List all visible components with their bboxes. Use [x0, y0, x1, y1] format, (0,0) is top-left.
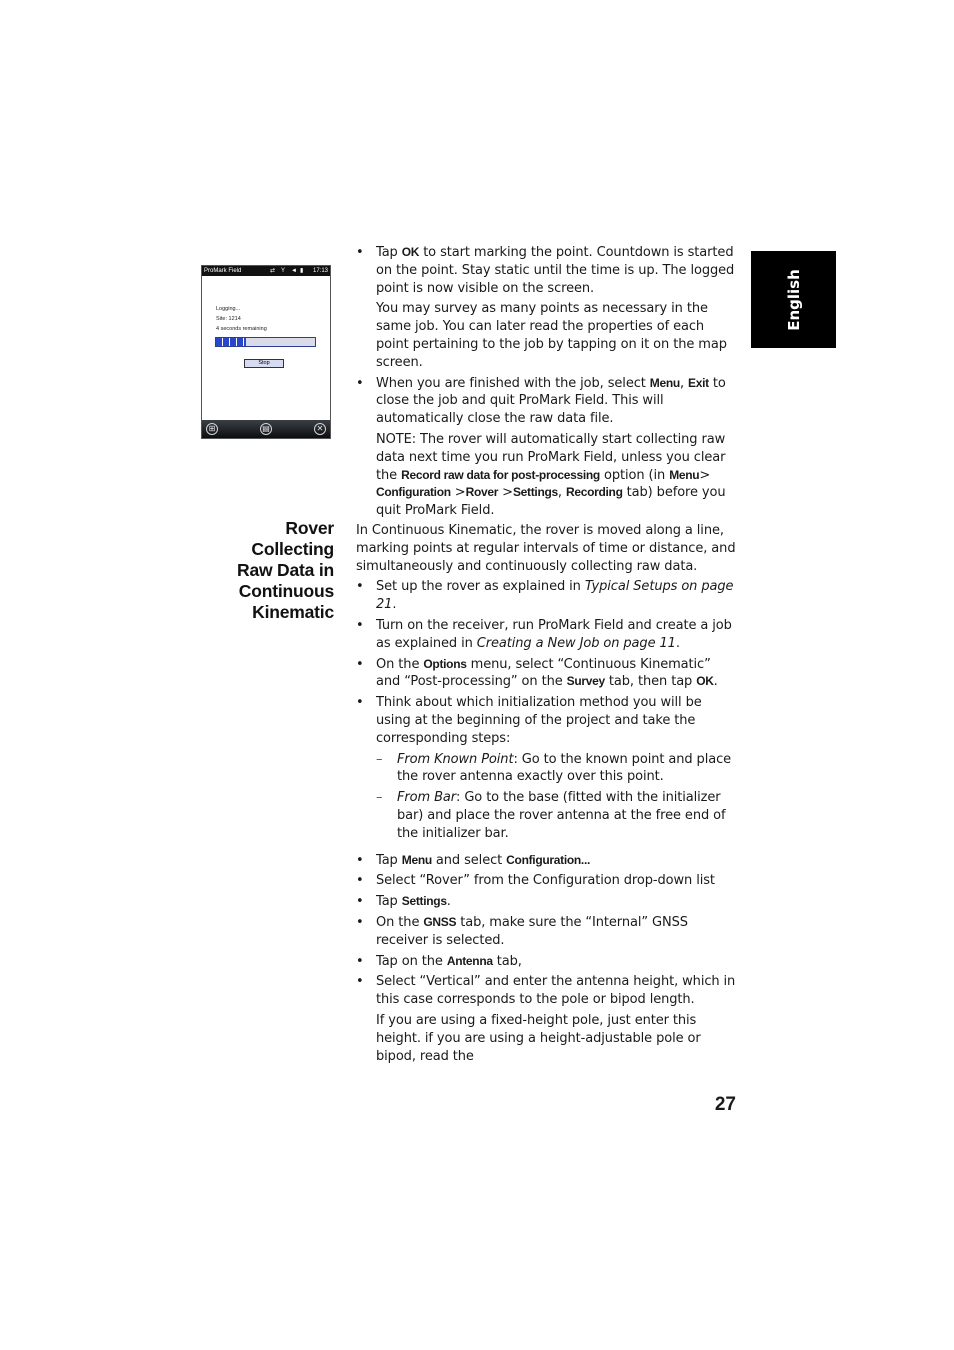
- close-icon[interactable]: ✕: [314, 423, 326, 435]
- intro-paragraph: In Continuous Kinematic, the rover is moved along a line, marking points at regular intervals of time or distance, and simultaneously and continuously collecting raw data.: [356, 523, 736, 574]
- list-item: • When you are finished with the job, select Menu, Exit to close the job and quit ProMark Field. This will automatically close the raw data file.: [356, 375, 736, 428]
- speaker-icon: ◄: [291, 268, 297, 274]
- device-taskbar: [202, 420, 330, 438]
- top-instructions: [356, 244, 736, 520]
- note-paragraph: NOTE: The rover will automatically start collecting raw data next time you run ProMark Field, unless you clear the Record raw data for post-processing option (in Menu> Configuration >Rover >Settings, Recording tab) before you quit ProMark Field.: [376, 431, 726, 519]
- sub-list-item: – From Known Point: Go to the known point and place the rover antenna exactly over this point.: [356, 751, 736, 787]
- device-screenshot: [201, 265, 331, 439]
- list-item: • Set up the rover as explained in Typical Setups on page 21.: [356, 578, 736, 614]
- device-clock: 17:13: [312, 268, 328, 274]
- site-status: Site: 1214: [216, 316, 241, 322]
- list-item: • On the Options menu, select “Continuous Kinematic” and “Post-processing” on the Survey tab, then tap OK.: [356, 656, 736, 692]
- language-tab: [751, 251, 836, 348]
- list-item: • On the GNSS tab, make sure the “Internal” GNSS receiver is selected.: [356, 914, 736, 950]
- progress-fill: [216, 338, 246, 346]
- logging-status: Logging...: [216, 306, 241, 312]
- device-title-bar: [202, 266, 330, 276]
- main-instructions: [356, 522, 736, 1065]
- paragraph: If you are using a fixed-height pole, just enter this height. if you are using a height-adjustable pole or bipod, read the: [376, 1012, 701, 1064]
- list-item: • Tap Settings.: [356, 893, 736, 911]
- list-item: • Think about which initialization method you will be using at the beginning of the project and take the corresponding steps:: [356, 694, 736, 747]
- logging-progress-bar: [215, 337, 316, 347]
- sub-list-item: – From Bar: Go to the base (fitted with the initializer bar) and place the rover antenna at the free end of the initializer bar.: [356, 789, 736, 842]
- stop-button[interactable]: Stop: [244, 359, 284, 368]
- countdown-status: 4 seconds remaining: [216, 326, 267, 332]
- list-item: • Select “Vertical” and enter the antenna height, which in this case corresponds to the pole or bipod length.: [356, 973, 736, 1009]
- heading-line: Rover Collecting: [251, 518, 334, 559]
- heading-line: Kinematic: [252, 602, 334, 622]
- list-item: • Turn on the receiver, run ProMark Field and create a job as explained in Creating a New Job on page 11.: [356, 617, 736, 653]
- list-item: • Select “Rover” from the Configuration drop-down list: [356, 872, 736, 890]
- list-item: • Tap Menu and select Configuration...: [356, 852, 736, 870]
- paragraph: You may survey as many points as necessary in the same job. You can later read the properties of each point pertaining to the job by tapping on it on the map screen.: [376, 301, 727, 370]
- connectivity-icon: ⇄: [270, 268, 276, 274]
- battery-icon: ▮: [300, 268, 304, 274]
- list-item: • Tap OK to start marking the point. Countdown is started on the point. Stay static until the time is up. The logged point is now visible on the screen.: [356, 244, 736, 297]
- keyboard-icon[interactable]: ▤: [260, 423, 272, 435]
- list-item: • Tap on the Antenna tab,: [356, 953, 736, 971]
- device-app-title: ProMark Field: [204, 268, 242, 274]
- language-tab-label: English: [784, 268, 803, 331]
- heading-line: Raw Data in: [237, 560, 334, 580]
- heading-line: Continuous: [238, 581, 334, 601]
- windows-start-icon[interactable]: ⊞: [206, 423, 218, 435]
- signal-icon: Y: [281, 268, 286, 274]
- section-heading: [200, 518, 334, 623]
- page-number: 27: [714, 1094, 736, 1115]
